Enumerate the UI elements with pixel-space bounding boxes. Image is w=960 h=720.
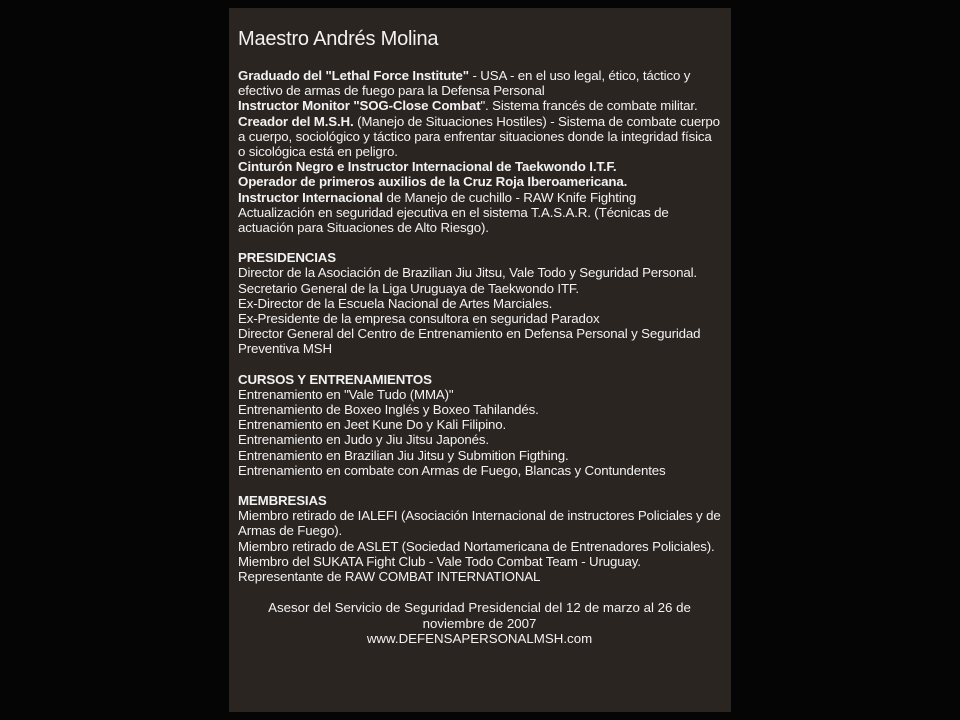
list-item: Miembro retirado de ASLET (Sociedad Nortamericana de Entrenadores Policiales). [238,538,715,554]
membresias-heading: MEMBRESIAS [238,493,327,509]
intro-text-2: ". Sistema francés de combate militar. [480,98,698,114]
footer [238,600,721,646]
intro-bold-5: Operador de primeros auxilios de la Cruz Roja Iberoamericana. [238,174,628,190]
intro-bold-1: Graduado del "Lethal Force Institute" [238,68,469,83]
list-item: Entrenamiento en combate con Armas de Fuego, Blancas y Contundentes [238,462,666,478]
list-item: Entrenamiento de Boxeo Inglés y Boxeo Tahilandés. [238,402,539,418]
intro-bold-4: Cinturón Negro e Instructor Internacional de Taekwondo I.T.F. [238,159,617,175]
intro-section [238,68,721,235]
list-item: Ex-Director de la Escuela Nacional de Artes Marciales. [238,295,553,311]
intro-text-3: (Manejo de Situaciones Hostiles) - Sistema de combate cuerpo a cuerpo, sociológico y táctico para enfrentar situaciones donde la integridad física o sicológica está en peligro. [238,113,720,160]
list-item: Ex-Presidente de la empresa consultora en seguridad Paradox [238,311,600,327]
list-item: Miembro del SUKATA Fight Club - Vale Todo Combat Team - Uruguay. [238,553,641,569]
document-page [229,8,731,712]
list-item: Entrenamiento en Jeet Kune Do y Kali Filipino. [238,417,507,433]
list-item: Miembro retirado de IALEFI (Asociación Internacional de instructores Policiales y de Armas de Fuego). [238,508,721,539]
intro-line-6 [238,190,721,205]
intro-line-3 [238,114,721,160]
list-item: Entrenamiento en Judo y Jiu Jitsu Japonés. [238,432,489,448]
intro-text-1: - USA - en el uso legal, ético, táctico y efectivo de armas de fuego para la Defensa Personal [238,68,691,99]
website-link[interactable]: www.DEFENSAPERSONALMSH.com [366,630,593,646]
intro-line-4 [238,159,721,174]
presidencias-heading: PRESIDENCIAS [238,250,336,266]
intro-line-5 [238,174,721,189]
presidencias-section [238,250,721,356]
list-item: Representante de RAW COMBAT INTERNATIONAL [238,569,541,585]
cursos-section [238,372,721,478]
list-item: Entrenamiento en "Vale Tudo (MMA)" [238,386,454,402]
footer-note: Asesor del Servicio de Seguridad Presidencial del 12 de marzo al 26 de noviembre de 2007 [268,600,691,631]
list-item: Secretario General de la Liga Uruguaya de Taekwondo ITF. [238,280,579,296]
document-title: Maestro Andrés Molina [238,28,439,50]
intro-text-6: de Manejo de cuchillo - RAW Knife Fighting [382,189,637,205]
cursos-heading: CURSOS Y ENTRENAMIENTOS [238,371,432,387]
intro-line-1 [238,68,721,98]
intro-bold-2: Instructor Monitor "SOG-Close Combat [238,98,481,114]
intro-line-7: Actualización en seguridad ejecutiva en el sistema T.A.S.A.R. (Técnicas de actuación para Situaciones de Alto Riesgo). [238,204,669,236]
membresias-section [238,493,721,584]
list-item: Director General del Centro de Entrenamiento en Defensa Personal y Seguridad Preventiva MSH [238,326,701,357]
list-item: Entrenamiento en Brazilian Jiu Jitsu y Submition Figthing. [238,447,569,463]
intro-bold-3: Creador del M.S.H. [238,113,354,129]
intro-line-2 [238,98,721,113]
intro-bold-6: Instructor Internacional [238,189,383,205]
list-item: Director de la Asociación de Brazilian Jiu Jitsu, Vale Todo y Seguridad Personal. [238,265,697,281]
